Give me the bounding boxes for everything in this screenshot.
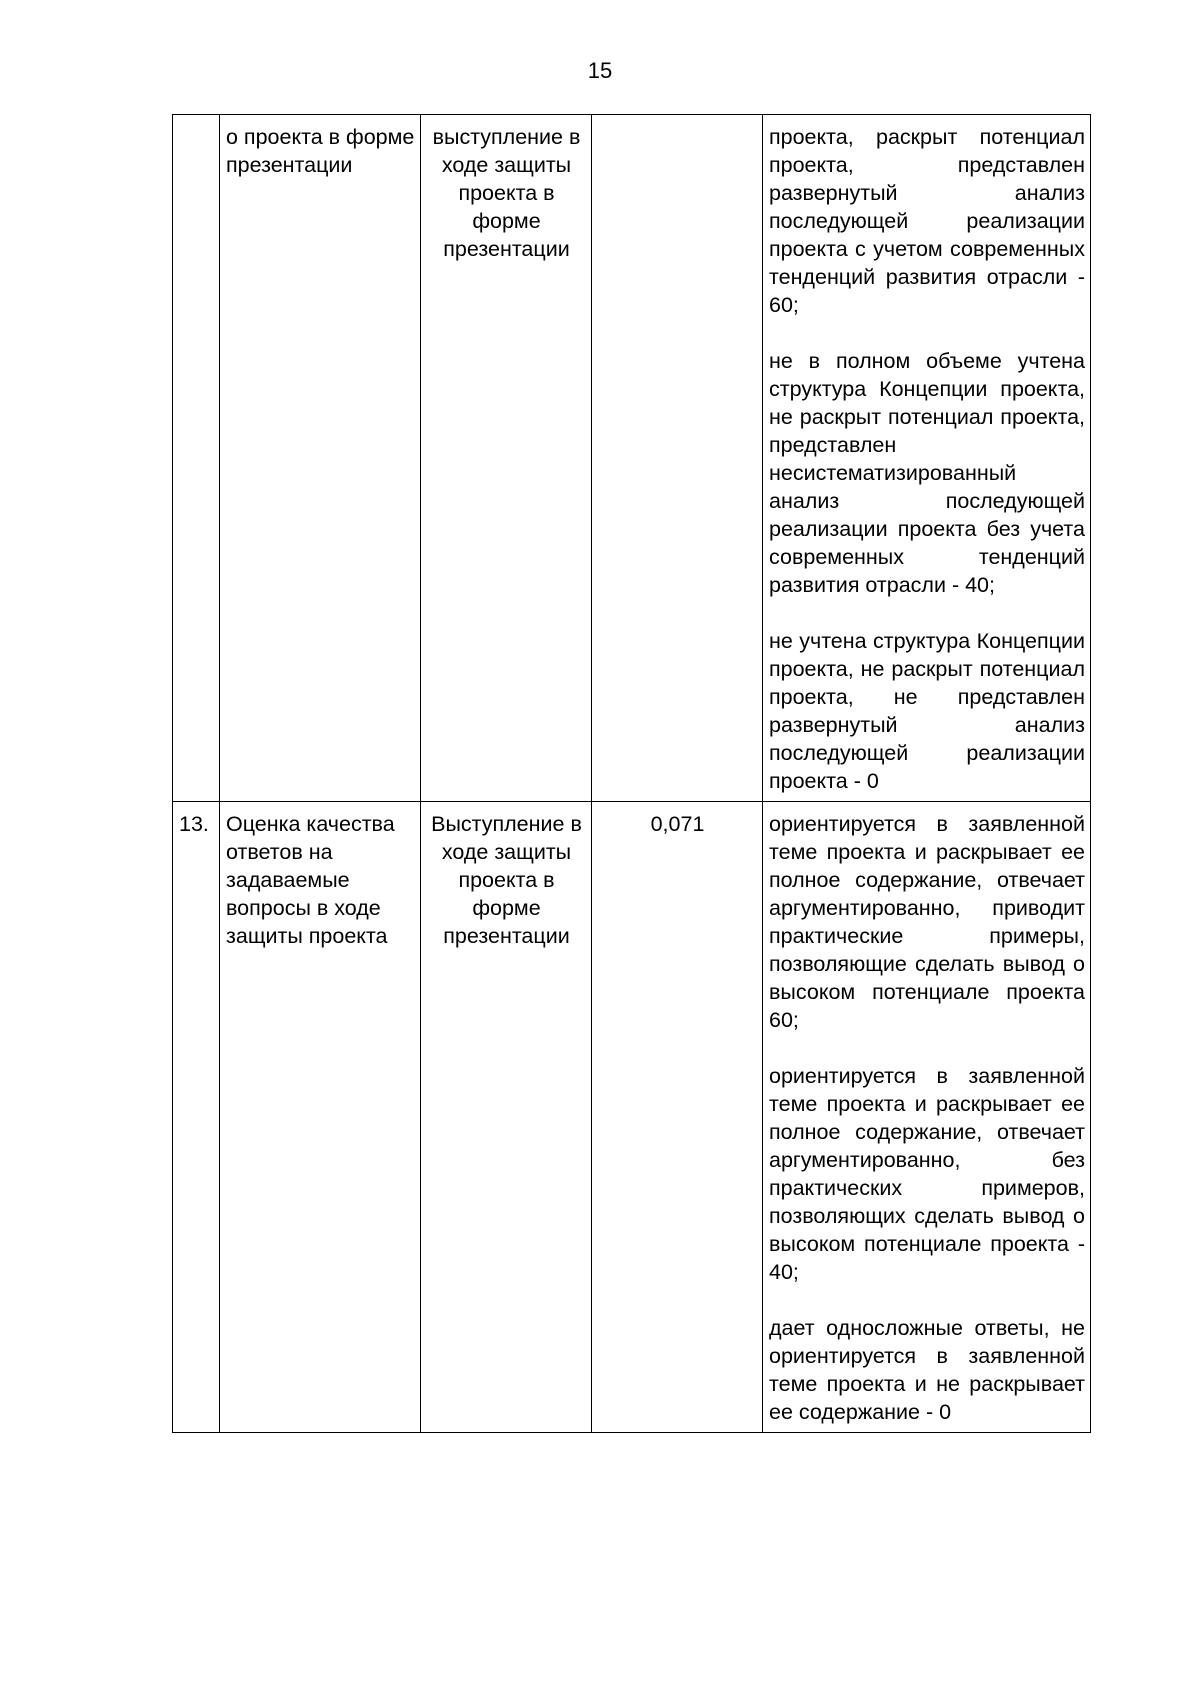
description-paragraph: не учтена структура Концепции проекта, не раскрыт потенциал проекта, не представлен развернутый анализ последующей реализации проекта - 0 [769,629,1085,793]
row-number-cell [173,115,220,802]
description-cell [763,115,1091,802]
description-paragraph: ориентируется в заявленной теме проекта и раскрывает ее полное содержание, отвечает аргументированно, без практических примеров, позволяющих сделать вывод о высоком потенциале проекта - 40; [769,1064,1085,1284]
weight-cell [592,115,763,802]
description-cell [763,802,1091,1433]
source-cell: Выступление в ходе защиты проекта в форме презентации [421,802,592,1433]
table-row [173,115,1091,802]
source-cell: выступление в ходе защиты проекта в форме презентации [421,115,592,802]
description-paragraph: не в полном объеме учтена структура Концепции проекта, не раскрыт потенциал проекта, представлен несистематизированный анализ последующей реализации проекта без учета современных тенденций развития отрасли - 40; [769,349,1085,597]
weight-cell: 0,071 [592,802,763,1433]
row-number-cell: 13. [173,802,220,1433]
table-row [173,802,1091,1433]
description-paragraph: дает односложные ответы, не ориентируется в заявленной теме проекта и не раскрывает ее содержание - 0 [769,1316,1085,1424]
description-paragraph: проекта, раскрыт потенциал проекта, представлен развернутый анализ последующей реализации проекта с учетом современных тенденций развития отрасли - 60; [769,125,1085,317]
criterion-cell: Оценка качества ответов на задаваемые вопросы в ходе защиты проекта [220,802,421,1433]
criterion-cell: о проекта в форме презентации [220,115,421,802]
description-paragraph: ориентируется в заявленной теме проекта и раскрывает ее полное содержание, отвечает аргументированно, приводит практические примеры, позволяющие сделать вывод о высоком потенциале проекта 60; [769,812,1085,1032]
page-number: 15 [587,58,613,83]
evaluation-criteria-table [172,114,1091,1433]
